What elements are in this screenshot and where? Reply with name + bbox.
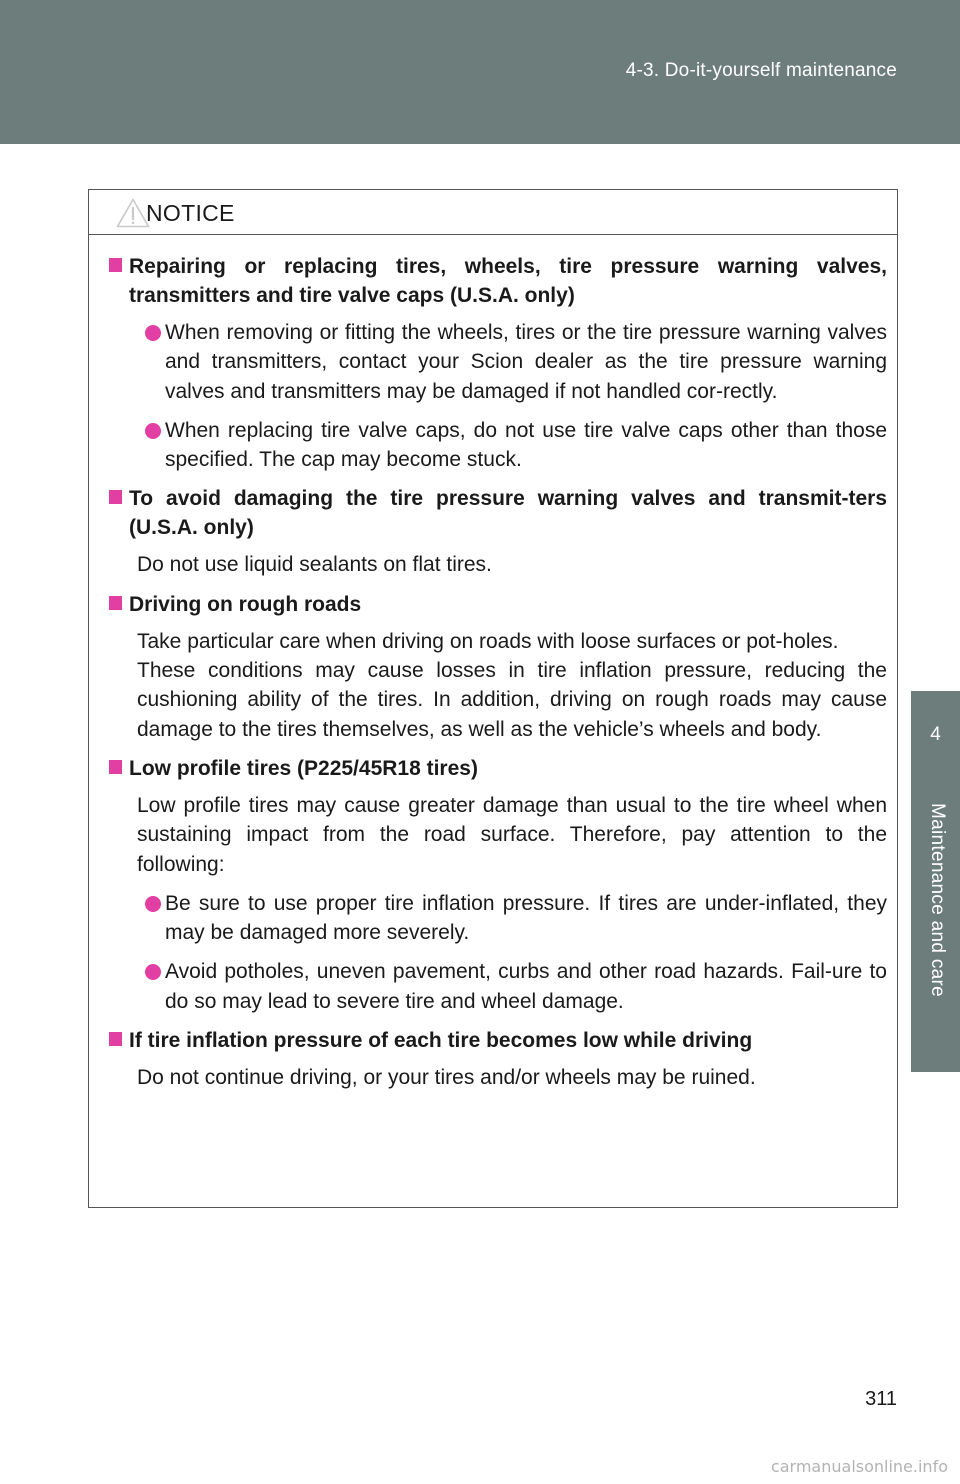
- circle-bullet-icon: [145, 896, 161, 912]
- circle-bullet-icon: [145, 964, 161, 980]
- bullet-point: [137, 957, 887, 1016]
- chapter-number: 4: [930, 724, 941, 745]
- item-content: [109, 1063, 887, 1092]
- item-text: Do not use liquid sealants on flat tires.: [137, 553, 492, 577]
- notice-item: [109, 1026, 887, 1092]
- item-content: [109, 550, 887, 579]
- header-band: [0, 0, 960, 144]
- item-text: Take particular care when driving on roads with loose surfaces or pot-holes.: [137, 629, 839, 653]
- item-text: Do not continue driving, or your tires and/or wheels may be ruined.: [137, 1066, 756, 1090]
- notice-item: [109, 484, 887, 579]
- item-heading: If tire inflation pressure of each tire becomes low while driving: [129, 1029, 753, 1053]
- warning-triangle-icon: [116, 198, 150, 228]
- chapter-title: Maintenance and care: [927, 803, 948, 998]
- item-text: These conditions may cause losses in tire inflation pressure, reducing the cushioning ability of the tires. In addition, driving on rough roads may cause damage to the tires themselves, as well as the vehicle’s wheels and body.: [137, 659, 887, 741]
- page-number: 311: [865, 1388, 897, 1410]
- notice-item: [109, 590, 887, 744]
- watermark: carmanualsonline.info: [770, 1457, 948, 1476]
- notice-header: [89, 190, 897, 235]
- notice-item: [109, 252, 887, 474]
- chapter-side-tab: [911, 691, 960, 1072]
- notice-label: NOTICE: [146, 200, 235, 226]
- notice-body: [109, 252, 887, 1102]
- bullet-text: Be sure to use proper tire inflation pressure. If tires are under-inflated, they may be damaged more severely.: [165, 891, 887, 945]
- item-heading: Repairing or replacing tires, wheels, tire pressure warning valves, transmitters and tire valve caps (U.S.A. only): [129, 255, 887, 307]
- item-heading: Low profile tires (P225/45R18 tires): [129, 756, 478, 780]
- item-content: [109, 627, 887, 744]
- bullet-text: When removing or fitting the wheels, tires or the tire pressure warning valves and transmitters, contact your Scion dealer as the tire pressure warning valves and transmitters may be damaged if not handled cor-rectly.: [165, 321, 887, 403]
- bullet-point: [137, 889, 887, 948]
- item-content: [109, 318, 887, 474]
- circle-bullet-icon: [145, 423, 161, 439]
- bullet-text: When replacing tire valve caps, do not use tire valve caps other than those specified. The cap may become stuck.: [165, 418, 887, 472]
- bullet-point: [137, 318, 887, 406]
- item-heading: Driving on rough roads: [129, 592, 362, 616]
- item-heading: To avoid damaging the tire pressure warning valves and transmit-ters (U.S.A. only): [129, 487, 887, 540]
- item-content: [109, 791, 887, 1016]
- circle-bullet-icon: [145, 325, 161, 341]
- section-title: 4-3. Do-it-yourself maintenance: [625, 60, 897, 81]
- item-text: Low profile tires may cause greater damage than usual to the tire wheel when sustaining impact from the road surface. Therefore, pay attention to the following:: [137, 793, 887, 876]
- notice-item: [109, 754, 887, 1016]
- notice-box: [88, 189, 898, 1208]
- bullet-text: Avoid potholes, uneven pavement, curbs and other road hazards. Fail-ure to do so may lead to severe tire and wheel damage.: [165, 960, 887, 1013]
- bullet-point: [137, 416, 887, 475]
